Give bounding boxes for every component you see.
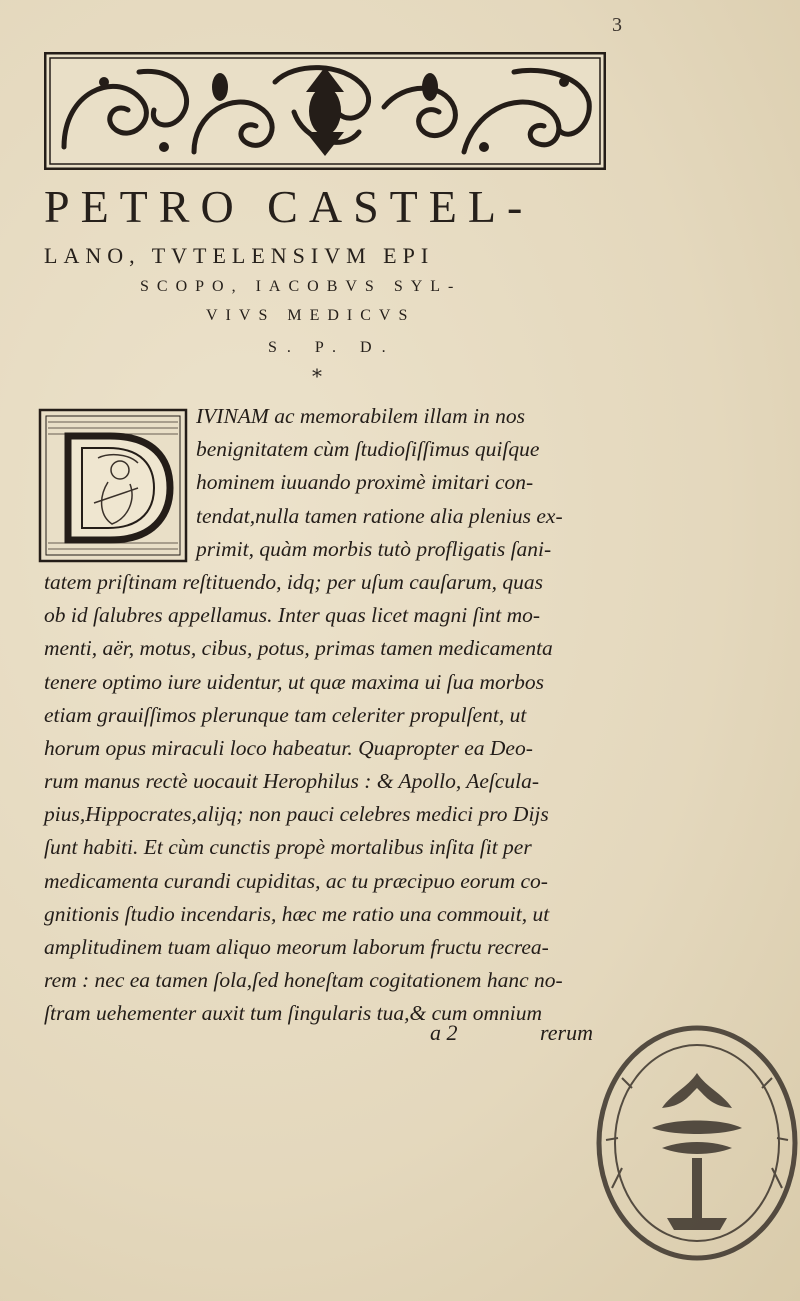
body-text (44, 400, 616, 1031)
text-line: tendat,nulla tamen ratione alia plenius ex- (196, 503, 563, 528)
text-line: rum manus rectè uocauit Herophilus : & Apollo, Aeſcula- (44, 769, 540, 794)
catchword: rerum (540, 1020, 593, 1045)
text-line: ſunt habiti. Et cùm cunctis propè mortalibus inſita ſit per (44, 835, 532, 860)
signature-mark: a 2 (430, 1020, 458, 1045)
text-line: medicamenta curandi cupiditas, ac tu præcipuo eorum co- (44, 868, 548, 893)
heading-line-3: SCOPO, IACOBVS SYL- (140, 278, 462, 295)
text-line: tenere optimo iure uidentur, ut quæ maxima ui ſua morbos (44, 669, 545, 694)
text-line: benignitatem cùm ſtudioſiſſimus quiſque (196, 437, 540, 462)
text-line: gnitionis ſtudio incendaris, hæc me ratio una commouit, ut (44, 901, 550, 926)
text-line: etiam grauiſſimos plerunque tam celeriter propulſent, ut (44, 702, 527, 727)
heading-line-5: S. P. D. (268, 339, 396, 356)
text-line: pius,Hippocrates,alijq; non pauci celebres medici pro Dijs (44, 802, 549, 827)
text-line: IVINAM ac memorabilem illam in nos (196, 404, 526, 428)
heading-line-2: LANO, TVTELENSIVM EPI (44, 243, 435, 268)
text-line: primit, quàm morbis tutò profligatis ſani- (196, 536, 552, 561)
text-line: horum opus miraculi loco habeatur. Quapropter ea Deo- (44, 735, 533, 760)
text-line: menti, aër, motus, cibus, potus, primas tamen medicamenta (44, 636, 553, 661)
ornamental-headpiece (44, 52, 606, 170)
heading-line-1: PETRO CASTEL- (44, 181, 534, 232)
asterism-ornament: * (312, 364, 322, 388)
text-line: rem : nec ea tamen ſola,ſed honeſtam cogitationem hanc no- (44, 968, 563, 993)
heading-line-4: VIVS MEDICVS (206, 307, 416, 324)
text-line: amplitudinem tuam aliquo meorum laborum fructu recrea- (44, 935, 549, 959)
text-line: ob id ſalubres appellamus. Inter quas licet magni ſint mo- (44, 603, 541, 628)
library-stamp (592, 1018, 800, 1268)
text-line: hominem iuuando proximè imitari con- (196, 470, 534, 495)
text-line: ſtram uehementer auxit tum ſingularis tua,& cum omnium (44, 1001, 543, 1026)
text-line: tatem priſtinam reſtituendo, idq; per uſum cauſarum, quas (44, 569, 544, 594)
page-number: 3 (612, 14, 622, 36)
